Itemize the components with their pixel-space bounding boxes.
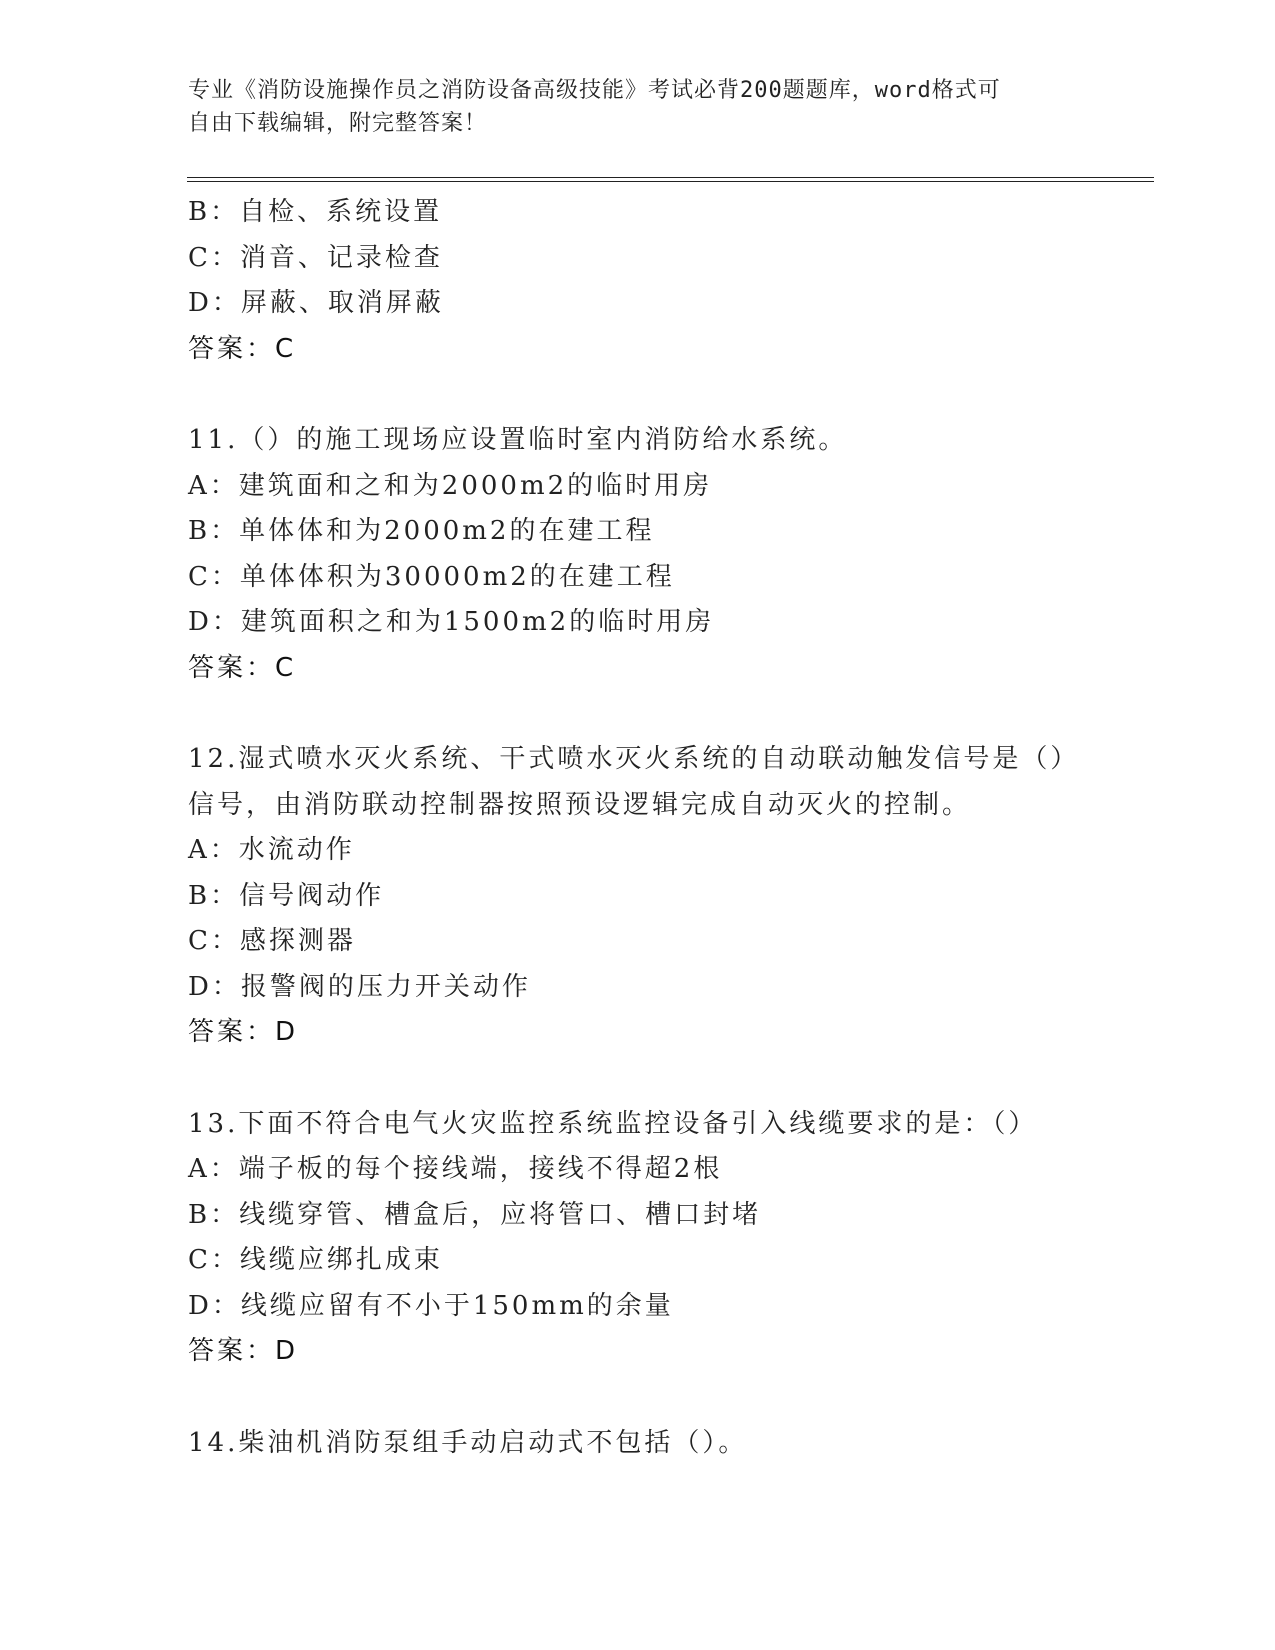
option-b: B：自检、系统设置 bbox=[188, 197, 443, 227]
option-d: D：屏蔽、取消屏蔽 bbox=[188, 288, 444, 318]
answer: 答案：D bbox=[188, 1017, 299, 1047]
document-header bbox=[188, 74, 1068, 140]
question-14 bbox=[188, 1421, 1148, 1467]
header-title-line-1: 专业《消防设施操作员之消防设备高级技能》考试必背200题题库，word格式可 bbox=[188, 78, 1001, 103]
spacer bbox=[188, 372, 1148, 418]
answer: 答案：C bbox=[188, 652, 297, 683]
option-d: D：报警阀的压力开关动作 bbox=[188, 971, 531, 1002]
question-stem-line-2: 信号，由消防联动控制器按照预设逻辑完成自动灭火的控制。 bbox=[188, 789, 972, 820]
option-d: D：建筑面积之和为1500m2的临时用房 bbox=[188, 607, 715, 637]
option-c: C：单体体积为30000m2的在建工程 bbox=[188, 561, 675, 592]
question-stem: 11.（）的施工现场应设置临时室内消防给水系统。 bbox=[188, 425, 848, 455]
option-c: C：消音、记录检查 bbox=[188, 242, 443, 273]
option-b: B：单体体和为2000m2的在建工程 bbox=[188, 516, 655, 546]
option-b: B：线缆穿管、槽盒后，应将管口、槽口封堵 bbox=[188, 1199, 762, 1230]
question-list bbox=[188, 190, 1148, 1466]
header-divider-bottom bbox=[187, 181, 1154, 182]
option-a: A：建筑面和之和为2000m2的临时用房 bbox=[188, 470, 713, 501]
option-b: B：信号阀动作 bbox=[188, 880, 385, 911]
answer: 答案：C bbox=[188, 333, 297, 364]
question-10-continued bbox=[188, 190, 1148, 372]
question-13 bbox=[188, 1102, 1148, 1375]
option-a: A：端子板的每个接线端，接线不得超2根 bbox=[188, 1154, 723, 1184]
question-12 bbox=[188, 737, 1148, 1056]
spacer bbox=[188, 1375, 1148, 1421]
question-stem-line-1: 12.湿式喷水灭火系统、干式喷水灭火系统的自动联动触发信号是（） bbox=[188, 744, 1080, 774]
option-c: C：线缆应绑扎成束 bbox=[188, 1245, 443, 1275]
spacer bbox=[188, 1056, 1148, 1102]
question-stem: 14.柴油机消防泵组手动启动式不包括（）。 bbox=[188, 1427, 748, 1458]
option-d: D：线缆应留有不小于150mm的余量 bbox=[188, 1290, 674, 1321]
option-a: A：水流动作 bbox=[188, 835, 355, 865]
question-11 bbox=[188, 418, 1148, 691]
answer: 答案：D bbox=[188, 1336, 299, 1366]
spacer bbox=[188, 691, 1148, 737]
question-stem: 13.下面不符合电气火灾监控系统监控设备引入线缆要求的是：（） bbox=[188, 1108, 1038, 1139]
option-c: C：感探测器 bbox=[188, 926, 356, 956]
header-title-line-2: 自由下载编辑，附完整答案！ bbox=[188, 111, 488, 136]
header-divider-top bbox=[187, 177, 1154, 178]
